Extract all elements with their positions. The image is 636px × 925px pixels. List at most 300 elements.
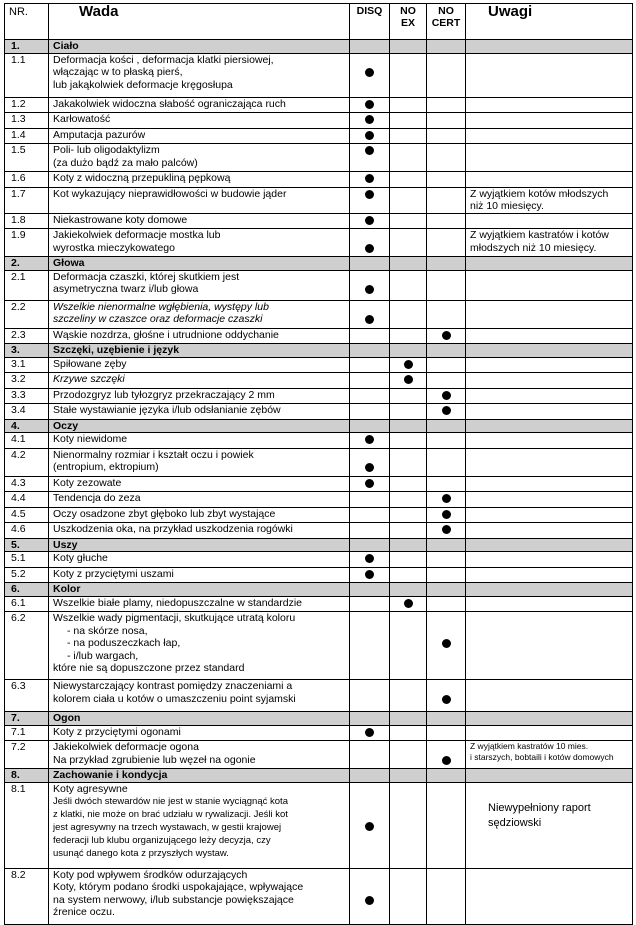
disq-cell <box>350 476 390 492</box>
section-number: 2. <box>5 257 49 271</box>
section-row <box>5 712 633 726</box>
remark-cell <box>466 741 633 769</box>
description-line: Koty, którym podano środki uspokajające, wpływające <box>53 881 304 893</box>
remark-cell <box>466 229 633 257</box>
remark-cell <box>466 187 633 213</box>
disq-dot <box>365 190 374 199</box>
remark-cell <box>466 53 633 97</box>
table-body <box>5 40 633 925</box>
empty-cell <box>350 419 390 433</box>
description-line: (za dużo bądź za mało palców) <box>53 156 198 169</box>
defect-description <box>49 373 350 389</box>
row-number: 6.2 <box>5 612 49 680</box>
header-wada: Wada <box>49 4 350 40</box>
noex-cell <box>390 97 427 113</box>
disq-cell <box>350 596 390 612</box>
section-row <box>5 769 633 783</box>
description-line: Kot wykazujący nieprawidłowości w budowie jąder <box>53 187 287 200</box>
remark-cell <box>466 868 633 924</box>
table-row <box>5 97 633 113</box>
description-line: Wszelkie nienormalne wgłębienia, występy lub <box>53 300 269 313</box>
table-row <box>5 187 633 213</box>
defect-description <box>49 213 350 229</box>
table-row <box>5 552 633 568</box>
remark-cell <box>466 113 633 129</box>
nocert-dot <box>442 391 451 400</box>
noex-cell <box>390 868 427 924</box>
defect-description <box>49 172 350 188</box>
empty-cell <box>466 344 633 358</box>
defect-description <box>49 300 350 328</box>
noex-cell <box>390 128 427 144</box>
nocert-cell <box>427 782 466 868</box>
remark-line: młodszych niż 10 miesięcy. <box>470 241 597 254</box>
table-row <box>5 476 633 492</box>
nocert-cell <box>427 144 466 172</box>
row-number: 4.6 <box>5 523 49 539</box>
noex-cell <box>390 213 427 229</box>
row-number: 6.1 <box>5 596 49 612</box>
row-number: 3.1 <box>5 357 49 373</box>
remark-cell <box>466 612 633 680</box>
empty-cell <box>350 712 390 726</box>
disq-cell <box>350 507 390 523</box>
disq-dot <box>365 570 374 579</box>
nocert-dot <box>442 494 451 503</box>
row-number: 2.3 <box>5 328 49 344</box>
disq-cell <box>350 523 390 539</box>
noex-cell <box>390 373 427 389</box>
row-number: 4.3 <box>5 476 49 492</box>
description-line: wyrostka mieczykowatego <box>53 241 175 254</box>
disq-cell <box>350 53 390 97</box>
noex-cell <box>390 53 427 97</box>
disq-cell <box>350 404 390 420</box>
disq-dot <box>365 174 374 183</box>
nocert-cell <box>427 476 466 492</box>
empty-cell <box>427 257 466 271</box>
description-line: Niekastrowane koty domowe <box>53 213 188 226</box>
empty-cell <box>466 257 633 271</box>
section-row <box>5 419 633 433</box>
description-line: z klatki, nie może on brać udziału w rywalizacji. Jeśli kot <box>53 809 288 820</box>
disq-cell <box>350 144 390 172</box>
nocert-cell <box>427 357 466 373</box>
description-line: (entropium, ektropium) <box>53 461 159 473</box>
section-number: 1. <box>5 40 49 54</box>
empty-cell <box>390 257 427 271</box>
empty-cell <box>427 40 466 54</box>
empty-cell <box>390 40 427 54</box>
table-row <box>5 725 633 741</box>
description-line: Jakiekolwiek deformacje mostka lub <box>53 229 221 241</box>
disq-dot <box>365 115 374 124</box>
table-row <box>5 868 633 924</box>
remark-line: i starszych, bobtaili i kotów domowych <box>470 752 614 762</box>
table-row <box>5 53 633 97</box>
nocert-cell <box>427 680 466 712</box>
noex-cell <box>390 270 427 300</box>
noex-cell <box>390 144 427 172</box>
defect-description <box>49 523 350 539</box>
table-row <box>5 567 633 583</box>
disq-cell <box>350 612 390 680</box>
description-line: Karłowatość <box>53 113 111 125</box>
empty-cell <box>427 344 466 358</box>
nocert-cell <box>427 270 466 300</box>
disq-cell <box>350 229 390 257</box>
disq-cell <box>350 300 390 328</box>
disq-cell <box>350 448 390 476</box>
row-number: 8.2 <box>5 868 49 924</box>
row-number: 4.1 <box>5 433 49 449</box>
nocert-cell <box>427 53 466 97</box>
table-row <box>5 357 633 373</box>
nocert-cell <box>427 507 466 523</box>
nocert-cell <box>427 741 466 769</box>
remark-line: sędziowski <box>488 816 542 829</box>
nocert-cell <box>427 492 466 508</box>
disq-cell <box>350 567 390 583</box>
defect-description <box>49 270 350 300</box>
defect-description <box>49 507 350 523</box>
disq-cell <box>350 97 390 113</box>
disq-dot <box>365 68 374 77</box>
disq-dot <box>365 216 374 225</box>
row-number: 1.2 <box>5 97 49 113</box>
description-line: kolorem ciała u kotów o umaszczeniu point syjamski <box>53 692 296 705</box>
defect-description <box>49 476 350 492</box>
header-nr: NR. <box>5 4 49 40</box>
nocert-cell <box>427 328 466 344</box>
disq-cell <box>350 373 390 389</box>
noex-cell <box>390 404 427 420</box>
empty-cell <box>390 419 427 433</box>
section-number: 3. <box>5 344 49 358</box>
section-number: 6. <box>5 583 49 597</box>
remark-cell <box>466 404 633 420</box>
empty-cell <box>427 712 466 726</box>
disq-dot <box>365 728 374 737</box>
remark-line: Z wyjątkiem kotów młodszych <box>470 187 609 200</box>
noex-cell <box>390 725 427 741</box>
table-row <box>5 404 633 420</box>
row-number: 4.5 <box>5 507 49 523</box>
nocert-cell <box>427 213 466 229</box>
nocert-cell <box>427 448 466 476</box>
disq-dot <box>365 131 374 140</box>
empty-cell <box>466 419 633 433</box>
table-row <box>5 128 633 144</box>
section-title: Ciało <box>49 40 350 54</box>
noex-dot <box>404 599 413 608</box>
section-row <box>5 538 633 552</box>
disq-cell <box>350 433 390 449</box>
remark-line: Z wyjątkiem kastratów i kotów <box>470 229 609 241</box>
description-line: źrenice oczu. <box>53 906 115 918</box>
disq-cell <box>350 725 390 741</box>
empty-cell <box>427 769 466 783</box>
disq-cell <box>350 357 390 373</box>
defect-description <box>49 567 350 583</box>
description-line: Koty głuche <box>53 552 108 564</box>
noex-cell <box>390 328 427 344</box>
disq-cell <box>350 128 390 144</box>
table-row <box>5 741 633 769</box>
remark-line: Z wyjątkiem kastratów 10 mies. <box>470 741 589 751</box>
table-row <box>5 782 633 868</box>
row-number: 1.9 <box>5 229 49 257</box>
defect-description <box>49 448 350 476</box>
row-number: 7.1 <box>5 725 49 741</box>
nocert-cell <box>427 612 466 680</box>
nocert-dot <box>442 756 451 765</box>
disq-cell <box>350 270 390 300</box>
empty-cell <box>427 583 466 597</box>
empty-cell <box>466 583 633 597</box>
defect-description <box>49 144 350 172</box>
row-number: 4.4 <box>5 492 49 508</box>
row-number: 1.5 <box>5 144 49 172</box>
defect-description <box>49 113 350 129</box>
disq-dot <box>365 822 374 831</box>
defect-description <box>49 97 350 113</box>
nocert-cell <box>427 567 466 583</box>
row-number: 6.3 <box>5 680 49 712</box>
remark-cell <box>466 680 633 712</box>
noex-dot <box>404 375 413 384</box>
table-row <box>5 373 633 389</box>
description-line: asymetryczna twarz i/lub głowa <box>53 283 199 295</box>
table-row <box>5 433 633 449</box>
remark-cell <box>466 523 633 539</box>
noex-cell <box>390 596 427 612</box>
noex-cell <box>390 476 427 492</box>
disq-cell <box>350 680 390 712</box>
remark-cell <box>466 388 633 404</box>
description-line: włączając w to płaską pierś, <box>53 66 183 78</box>
row-number: 1.6 <box>5 172 49 188</box>
description-line: które nie są dopuszczone przez standard <box>53 662 245 674</box>
nocert-cell <box>427 113 466 129</box>
disq-cell <box>350 328 390 344</box>
empty-cell <box>350 583 390 597</box>
description-line: lub jakąkolwiek deformacje kręgosłupa <box>53 78 233 91</box>
defect-description <box>49 404 350 420</box>
description-line: Amputacja pazurów <box>53 128 146 141</box>
description-line: szczeliny w czaszce oraz deformacje czaszki <box>53 313 263 325</box>
nocert-cell <box>427 300 466 328</box>
header-noex: NO EX <box>390 4 427 40</box>
table-row <box>5 144 633 172</box>
remark-cell <box>466 328 633 344</box>
remark-cell <box>466 507 633 523</box>
nocert-cell <box>427 725 466 741</box>
table-row <box>5 172 633 188</box>
disq-dot <box>365 100 374 109</box>
remark-cell <box>466 128 633 144</box>
noex-cell <box>390 523 427 539</box>
row-number: 3.4 <box>5 404 49 420</box>
empty-cell <box>390 712 427 726</box>
remark-line: Niewypełniony raport <box>488 801 591 814</box>
description-line: Koty agresywne <box>53 782 128 795</box>
defect-description <box>49 868 350 924</box>
noex-cell <box>390 492 427 508</box>
description-line: federacji lub klubu organizującego leży decyzja, czy <box>53 835 271 846</box>
nocert-cell <box>427 404 466 420</box>
table-row <box>5 328 633 344</box>
remark-cell <box>466 373 633 389</box>
noex-cell <box>390 507 427 523</box>
nocert-cell <box>427 172 466 188</box>
remark-cell <box>466 300 633 328</box>
defect-description <box>49 552 350 568</box>
disq-cell <box>350 388 390 404</box>
disq-dot <box>365 315 374 324</box>
nocert-dot <box>442 525 451 534</box>
description-line: Koty z widoczną przepukliną pępkową <box>53 172 231 184</box>
noex-cell <box>390 741 427 769</box>
empty-cell <box>350 40 390 54</box>
noex-dot <box>404 360 413 369</box>
noex-cell <box>390 388 427 404</box>
description-line: Tendencja do zeza <box>53 492 141 504</box>
table-row <box>5 448 633 476</box>
description-line: Koty zezowate <box>53 476 122 489</box>
nocert-dot <box>442 406 451 415</box>
description-line: Uszkodzenia oka, na przykład uszkodzenia rogówki <box>53 523 293 535</box>
disq-cell <box>350 113 390 129</box>
defect-description <box>49 741 350 769</box>
nocert-cell <box>427 187 466 213</box>
description-line: Poli- lub oligodaktylizm <box>53 144 160 156</box>
disq-dot <box>365 463 374 472</box>
description-line: Wszelkie białe plamy, niedopuszczalne w standardzie <box>53 596 303 609</box>
description-line: Jakiekolwiek deformacje ogona <box>53 741 199 753</box>
remark-cell <box>466 448 633 476</box>
description-line: Krzywe szczęki <box>53 373 125 385</box>
section-number: 5. <box>5 538 49 552</box>
section-number: 8. <box>5 769 49 783</box>
disq-dot <box>365 554 374 563</box>
description-line: - na poduszeczkach łap, <box>67 637 181 649</box>
description-line: Wąskie nozdrza, głośne i utrudnione oddychanie <box>53 328 279 341</box>
section-title: Oczy <box>49 419 350 433</box>
section-number: 4. <box>5 419 49 433</box>
description-line: jest agresywny na trzech wystawach, w gestii krajowej <box>53 822 282 833</box>
remark-cell <box>466 476 633 492</box>
description-line: Spiłowane zęby <box>53 357 127 370</box>
noex-cell <box>390 612 427 680</box>
defect-description <box>49 612 350 680</box>
noex-cell <box>390 552 427 568</box>
defect-description <box>49 596 350 612</box>
row-number: 3.2 <box>5 373 49 389</box>
nocert-cell <box>427 388 466 404</box>
row-number: 2.1 <box>5 270 49 300</box>
disq-cell <box>350 187 390 213</box>
empty-cell <box>466 40 633 54</box>
header-row <box>5 4 633 40</box>
description-line: Wszelkie wady pigmentacji, skutkujące utratą koloru <box>53 612 296 624</box>
section-number: 7. <box>5 712 49 726</box>
header-disq: DISQ <box>350 4 390 40</box>
nocert-dot <box>442 510 451 519</box>
disq-dot <box>365 435 374 444</box>
empty-cell <box>350 769 390 783</box>
noex-cell <box>390 357 427 373</box>
nocert-cell <box>427 128 466 144</box>
row-number: 5.2 <box>5 567 49 583</box>
section-row <box>5 40 633 54</box>
disq-dot <box>365 896 374 905</box>
description-line: Koty z przyciętymi uszami <box>53 567 174 580</box>
empty-cell <box>350 538 390 552</box>
noex-cell <box>390 229 427 257</box>
empty-cell <box>350 257 390 271</box>
empty-cell <box>350 344 390 358</box>
section-row <box>5 257 633 271</box>
empty-cell <box>390 344 427 358</box>
row-number: 1.4 <box>5 128 49 144</box>
description-line: - i/lub wargach, <box>67 649 139 662</box>
remark-cell <box>466 144 633 172</box>
row-number: 1.8 <box>5 213 49 229</box>
remark-cell <box>466 567 633 583</box>
table-row <box>5 388 633 404</box>
section-title: Kolor <box>49 583 350 597</box>
disq-cell <box>350 172 390 188</box>
table-row <box>5 229 633 257</box>
section-title: Ogon <box>49 712 350 726</box>
section-row <box>5 583 633 597</box>
empty-cell <box>466 538 633 552</box>
description-line: Na przykład zgrubienie lub węzeł na ogonie <box>53 753 256 766</box>
nocert-cell <box>427 552 466 568</box>
row-number: 5.1 <box>5 552 49 568</box>
defect-description <box>49 492 350 508</box>
row-number: 8.1 <box>5 782 49 868</box>
defect-description <box>49 680 350 712</box>
remark-cell <box>466 492 633 508</box>
remark-cell <box>466 552 633 568</box>
remark-cell <box>466 725 633 741</box>
noex-cell <box>390 782 427 868</box>
remark-cell <box>466 270 633 300</box>
nocert-dot <box>442 639 451 648</box>
section-title: Uszy <box>49 538 350 552</box>
empty-cell <box>427 419 466 433</box>
section-title: Głowa <box>49 257 350 271</box>
defects-table <box>4 3 633 925</box>
nocert-cell <box>427 596 466 612</box>
table-row <box>5 300 633 328</box>
section-title: Zachowanie i kondycja <box>49 769 350 783</box>
nocert-cell <box>427 373 466 389</box>
defect-description <box>49 388 350 404</box>
description-line: Nienormalny rozmiar i kształt oczu i powiek <box>53 448 254 461</box>
noex-cell <box>390 187 427 213</box>
disq-dot <box>365 244 374 253</box>
table-row <box>5 492 633 508</box>
remark-cell <box>466 357 633 373</box>
description-line: Przodozgryz lub tyłozgryz przekraczający 2 mm <box>53 388 275 401</box>
section-title: Szczęki, uzębienie i język <box>49 344 350 358</box>
table-row <box>5 523 633 539</box>
nocert-dot <box>442 331 451 340</box>
table-row <box>5 680 633 712</box>
